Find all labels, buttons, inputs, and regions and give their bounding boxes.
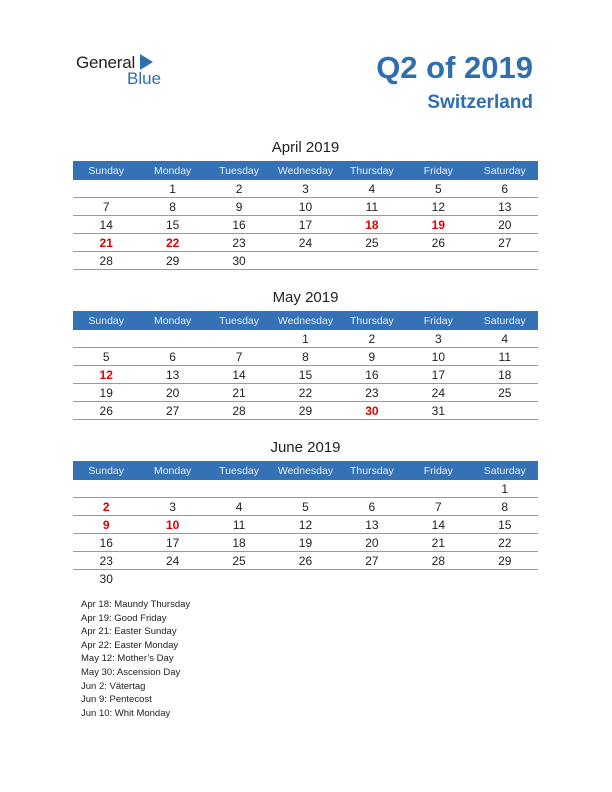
day-cell: 2 [339,330,405,348]
day-cell [472,402,538,420]
day-cell [339,480,405,498]
day-cell [405,252,471,270]
day-cell: 25 [472,384,538,402]
day-cell: 26 [405,234,471,252]
day-cell: 11 [206,516,272,534]
week-row [73,234,538,252]
day-cell: 2 [73,498,139,516]
month-title: May 2019 [272,289,339,306]
day-cell: 18 [206,534,272,552]
day-cell: 17 [139,534,205,552]
day-cell: 19 [405,216,471,234]
day-cell: 14 [73,216,139,234]
day-cell: 10 [405,348,471,366]
week-row [73,480,538,498]
day-cell: 21 [206,384,272,402]
day-cell [272,570,338,588]
day-cell [206,480,272,498]
day-cell: 20 [139,384,205,402]
week-row [73,366,538,384]
weekday-header: Wednesday [272,161,338,180]
day-cell: 15 [139,216,205,234]
day-cell: 4 [206,498,272,516]
day-cell: 9 [206,198,272,216]
day-cell [73,180,139,198]
week-row [73,402,538,420]
week-row [73,570,538,588]
month-title: June 2019 [270,439,341,456]
day-cell: 5 [73,348,139,366]
day-cell [472,570,538,588]
day-cell: 11 [339,198,405,216]
page-title: Q2 of 2019 [376,50,533,85]
weekday-header: Friday [405,311,471,330]
weekday-header: Wednesday [272,311,338,330]
weekday-header: Sunday [73,161,139,180]
day-cell: 4 [472,330,538,348]
day-cell: 26 [73,402,139,420]
day-cell [73,480,139,498]
weekday-header: Sunday [73,311,139,330]
weekday-header: Saturday [472,461,538,480]
logo-triangle-icon [140,54,153,70]
weekday-header: Monday [139,161,205,180]
day-cell: 7 [405,498,471,516]
day-cell: 13 [139,366,205,384]
day-cell: 23 [73,552,139,570]
day-cell: 6 [339,498,405,516]
day-cell: 8 [139,198,205,216]
day-cell: 29 [472,552,538,570]
day-cell: 5 [272,498,338,516]
day-cell: 24 [272,234,338,252]
day-cell: 1 [139,180,205,198]
holiday-item: Jun 10: Whit Monday [81,707,171,719]
weekday-header: Wednesday [272,461,338,480]
weekday-header: Thursday [339,461,405,480]
day-cell: 10 [272,198,338,216]
day-cell: 6 [139,348,205,366]
day-cell: 12 [73,366,139,384]
calendar-table [73,161,538,270]
weekday-header: Tuesday [206,461,272,480]
day-cell: 30 [339,402,405,420]
day-cell: 20 [472,216,538,234]
day-cell: 28 [405,552,471,570]
holiday-item: Apr 18: Maundy Thursday [81,599,191,610]
weekday-header: Friday [405,461,471,480]
week-row [73,498,538,516]
day-cell: 16 [206,216,272,234]
week-row [73,180,538,198]
day-cell: 23 [206,234,272,252]
day-cell: 14 [405,516,471,534]
day-cell: 31 [405,402,471,420]
day-cell: 27 [139,402,205,420]
week-row [73,534,538,552]
day-cell: 23 [339,384,405,402]
holiday-item: Jun 9: Pentecost [81,694,152,706]
day-cell: 19 [272,534,338,552]
day-cell: 9 [73,516,139,534]
weekday-header: Saturday [472,161,538,180]
day-cell: 15 [272,366,338,384]
day-cell [405,480,471,498]
day-cell: 11 [472,348,538,366]
weekday-header: Tuesday [206,161,272,180]
day-cell: 10 [139,516,205,534]
day-cell: 16 [339,366,405,384]
day-cell: 30 [99,571,113,586]
day-cell: 13 [339,516,405,534]
day-cell: 21 [405,534,471,552]
week-row [73,348,538,366]
day-cell [339,252,405,270]
day-cell [472,252,538,270]
day-cell: 9 [339,348,405,366]
day-cell [206,570,272,588]
holiday-item: Apr 19: Good Friday [81,612,167,624]
day-cell: 27 [339,552,405,570]
day-cell: 12 [272,516,338,534]
day-cell: 22 [272,384,338,402]
page-subtitle: Switzerland [427,92,533,113]
day-cell [139,480,205,498]
day-cell [272,480,338,498]
day-cell: 20 [339,534,405,552]
week-row [73,252,538,270]
month-june [73,439,538,587]
day-cell: 24 [405,384,471,402]
day-cell: 4 [339,180,405,198]
weekday-header: Thursday [339,161,405,180]
day-cell: 24 [139,552,205,570]
week-row [73,198,538,216]
day-cell: 13 [472,198,538,216]
day-cell: 3 [405,330,471,348]
day-cell: 17 [272,216,338,234]
day-cell: 17 [405,366,471,384]
weekday-header: Sunday [73,461,139,480]
month-april [73,139,538,270]
month-title: April 2019 [271,139,340,156]
day-cell: 8 [272,348,338,366]
day-cell: 28 [206,402,272,420]
logo [76,53,186,93]
weekday-header: Monday [139,311,205,330]
holiday-item: Apr 22: Easter Monday [81,639,179,651]
week-row [73,384,538,402]
day-cell: 16 [73,534,139,552]
day-cell: 8 [472,498,538,516]
day-cell: 1 [472,480,538,498]
day-cell [139,330,205,348]
day-cell: 25 [206,552,272,570]
week-row [73,330,538,348]
day-cell [206,330,272,348]
day-cell: 21 [73,234,139,252]
day-cell: 26 [272,552,338,570]
holiday-item: May 30: Ascension Day [81,666,181,678]
day-cell: 5 [405,180,471,198]
day-cell: 22 [472,534,538,552]
day-cell: 7 [206,348,272,366]
week-row [73,516,538,534]
holiday-item: May 12: Mother’s Day [81,653,174,665]
day-cell: 22 [139,234,205,252]
day-cell: 30 [206,252,272,270]
weekday-header: Thursday [339,311,405,330]
day-cell: 3 [272,180,338,198]
day-cell [405,570,471,588]
day-cell: 14 [206,366,272,384]
holiday-item: Apr 21: Easter Sunday [81,626,177,638]
day-cell [339,570,405,588]
weekday-header: Monday [139,461,205,480]
day-cell: 18 [339,216,405,234]
calendar-table [73,311,538,420]
day-cell: 6 [472,180,538,198]
holiday-list [81,598,190,720]
day-cell: 28 [73,252,139,270]
weekday-header: Tuesday [206,311,272,330]
day-cell [272,252,338,270]
day-cell [73,330,139,348]
day-cell: 27 [472,234,538,252]
day-cell: 29 [139,252,205,270]
day-cell: 19 [73,384,139,402]
holiday-item: Jun 2: Vätertag [81,680,146,692]
day-cell: 12 [405,198,471,216]
week-row [73,552,538,570]
calendar-table [73,461,538,587]
weekday-header: Saturday [472,311,538,330]
day-cell: 7 [73,198,139,216]
day-cell: 3 [139,498,205,516]
day-cell: 25 [339,234,405,252]
week-row [73,216,538,234]
day-cell [139,570,205,588]
weekday-header: Friday [405,161,471,180]
logo-general-text: General [76,53,136,72]
day-cell: 15 [472,516,538,534]
day-cell: 29 [272,402,338,420]
month-may [73,289,538,420]
logo-blue-text: Blue [127,69,162,88]
day-cell: 18 [472,366,538,384]
day-cell: 1 [272,330,338,348]
day-cell: 2 [206,180,272,198]
